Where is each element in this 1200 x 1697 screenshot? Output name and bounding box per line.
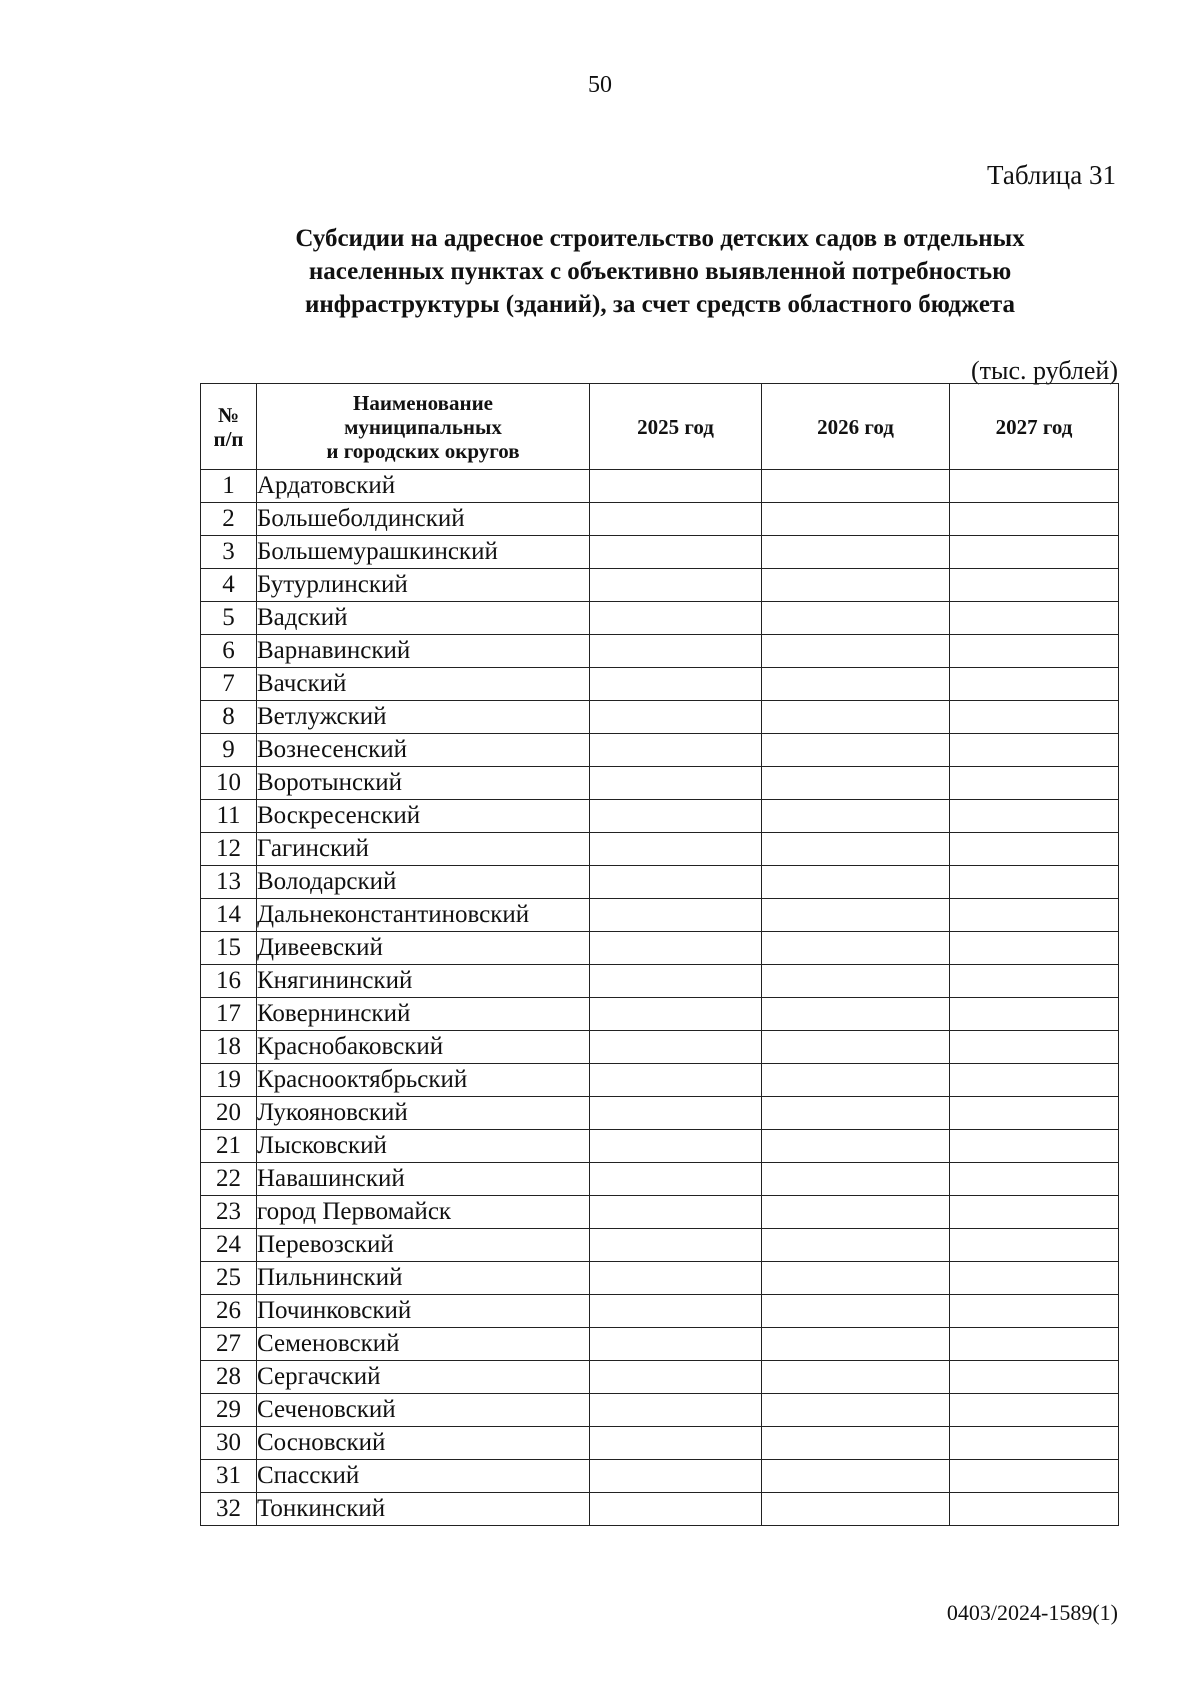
value-2025 xyxy=(590,536,762,569)
value-2025 xyxy=(590,965,762,998)
row-number: 5 xyxy=(201,602,257,635)
municipality-name: Сосновский xyxy=(257,1427,590,1460)
row-number: 30 xyxy=(201,1427,257,1460)
document-title xyxy=(200,222,1120,321)
table-row xyxy=(201,470,1119,503)
value-2027 xyxy=(950,800,1119,833)
row-number: 7 xyxy=(201,668,257,701)
value-2027 xyxy=(950,569,1119,602)
municipality-name: Воротынский xyxy=(257,767,590,800)
value-2026 xyxy=(762,1493,950,1526)
value-2026 xyxy=(762,1064,950,1097)
header-2025: 2025 год xyxy=(590,384,762,470)
value-2025 xyxy=(590,1031,762,1064)
value-2027 xyxy=(950,701,1119,734)
value-2026 xyxy=(762,602,950,635)
municipality-name: Бутурлинский xyxy=(257,569,590,602)
municipality-name: Ковернинский xyxy=(257,998,590,1031)
municipality-name: Перевозский xyxy=(257,1229,590,1262)
row-number: 29 xyxy=(201,1394,257,1427)
value-2026 xyxy=(762,965,950,998)
value-2027 xyxy=(950,1460,1119,1493)
value-2025 xyxy=(590,1262,762,1295)
municipality-name: Дивеевский xyxy=(257,932,590,965)
row-number: 26 xyxy=(201,1295,257,1328)
table-row xyxy=(201,1163,1119,1196)
table-row xyxy=(201,635,1119,668)
value-2025 xyxy=(590,767,762,800)
value-2027 xyxy=(950,1262,1119,1295)
table-row xyxy=(201,899,1119,932)
value-2025 xyxy=(590,932,762,965)
table-row xyxy=(201,503,1119,536)
value-2026 xyxy=(762,1295,950,1328)
value-2027 xyxy=(950,1493,1119,1526)
value-2025 xyxy=(590,1427,762,1460)
value-2025 xyxy=(590,998,762,1031)
value-2026 xyxy=(762,1163,950,1196)
row-number: 2 xyxy=(201,503,257,536)
row-number: 4 xyxy=(201,569,257,602)
value-2026 xyxy=(762,899,950,932)
table-row xyxy=(201,866,1119,899)
table-row xyxy=(201,833,1119,866)
row-number: 15 xyxy=(201,932,257,965)
header-name: Наименование муниципальных и городских округов xyxy=(257,384,590,470)
value-2027 xyxy=(950,965,1119,998)
value-2027 xyxy=(950,932,1119,965)
value-2026 xyxy=(762,1130,950,1163)
value-2026 xyxy=(762,569,950,602)
table-row xyxy=(201,1196,1119,1229)
municipality-name: Большемурашкинский xyxy=(257,536,590,569)
value-2025 xyxy=(590,1328,762,1361)
table-row xyxy=(201,767,1119,800)
value-2026 xyxy=(762,1097,950,1130)
table-row xyxy=(201,1361,1119,1394)
table-row xyxy=(201,1229,1119,1262)
value-2027 xyxy=(950,1328,1119,1361)
value-2025 xyxy=(590,1130,762,1163)
municipality-name: Вачский xyxy=(257,668,590,701)
value-2026 xyxy=(762,635,950,668)
header-2026: 2026 год xyxy=(762,384,950,470)
value-2027 xyxy=(950,767,1119,800)
value-2027 xyxy=(950,899,1119,932)
table-row xyxy=(201,1064,1119,1097)
value-2027 xyxy=(950,1394,1119,1427)
value-2026 xyxy=(762,932,950,965)
row-number: 11 xyxy=(201,800,257,833)
table-row xyxy=(201,1295,1119,1328)
row-number: 3 xyxy=(201,536,257,569)
header-2027: 2027 год xyxy=(950,384,1119,470)
value-2027 xyxy=(950,1130,1119,1163)
table-row xyxy=(201,932,1119,965)
value-2027 xyxy=(950,1097,1119,1130)
row-number: 1 xyxy=(201,470,257,503)
table-row xyxy=(201,668,1119,701)
municipality-name: Воскресенский xyxy=(257,800,590,833)
table-row xyxy=(201,1130,1119,1163)
value-2026 xyxy=(762,1427,950,1460)
value-2026 xyxy=(762,767,950,800)
value-2026 xyxy=(762,701,950,734)
row-number: 12 xyxy=(201,833,257,866)
municipality-name: Володарский xyxy=(257,866,590,899)
subsidies-table xyxy=(200,383,1119,1526)
value-2027 xyxy=(950,503,1119,536)
row-number: 6 xyxy=(201,635,257,668)
row-number: 25 xyxy=(201,1262,257,1295)
value-2027 xyxy=(950,536,1119,569)
table-row xyxy=(201,734,1119,767)
municipality-name: Ветлужский xyxy=(257,701,590,734)
table-row xyxy=(201,536,1119,569)
municipality-name: Сеченовский xyxy=(257,1394,590,1427)
value-2026 xyxy=(762,866,950,899)
municipality-name: Пильнинский xyxy=(257,1262,590,1295)
row-number: 10 xyxy=(201,767,257,800)
row-number: 8 xyxy=(201,701,257,734)
value-2025 xyxy=(590,635,762,668)
value-2025 xyxy=(590,1196,762,1229)
table-row xyxy=(201,1493,1119,1526)
value-2025 xyxy=(590,1394,762,1427)
document-title-line: инфраструктуры (зданий), за счет средств областного бюджета xyxy=(304,291,1016,318)
row-number: 31 xyxy=(201,1460,257,1493)
row-number: 32 xyxy=(201,1493,257,1526)
value-2025 xyxy=(590,503,762,536)
value-2027 xyxy=(950,734,1119,767)
value-2026 xyxy=(762,1031,950,1064)
page-number: 50 xyxy=(588,72,612,98)
value-2027 xyxy=(950,998,1119,1031)
value-2027 xyxy=(950,1361,1119,1394)
row-number: 23 xyxy=(201,1196,257,1229)
document-title-line: Субсидии на адресное строительство детских садов в отдельных xyxy=(295,225,1025,252)
municipality-name: Навашинский xyxy=(257,1163,590,1196)
table-row xyxy=(201,1394,1119,1427)
municipality-name: Ардатовский xyxy=(257,470,590,503)
header-num: № п/п xyxy=(201,384,257,470)
value-2026 xyxy=(762,503,950,536)
municipality-name: Дальнеконстантиновский xyxy=(257,899,590,932)
table-row xyxy=(201,998,1119,1031)
municipality-name: Вознесенский xyxy=(257,734,590,767)
municipality-name: Сергачский xyxy=(257,1361,590,1394)
table-row xyxy=(201,1097,1119,1130)
value-2025 xyxy=(590,899,762,932)
municipality-name: Княгининский xyxy=(257,965,590,998)
value-2027 xyxy=(950,1196,1119,1229)
municipality-name: Семеновский xyxy=(257,1328,590,1361)
table-row xyxy=(201,701,1119,734)
row-number: 22 xyxy=(201,1163,257,1196)
value-2027 xyxy=(950,833,1119,866)
value-2026 xyxy=(762,470,950,503)
row-number: 16 xyxy=(201,965,257,998)
municipality-name: Краснооктябрьский xyxy=(257,1064,590,1097)
value-2027 xyxy=(950,1229,1119,1262)
value-2025 xyxy=(590,1460,762,1493)
value-2025 xyxy=(590,668,762,701)
value-2027 xyxy=(950,1427,1119,1460)
value-2025 xyxy=(590,470,762,503)
value-2027 xyxy=(950,668,1119,701)
value-2025 xyxy=(590,1361,762,1394)
table-row xyxy=(201,1427,1119,1460)
municipality-name: Краснобаковский xyxy=(257,1031,590,1064)
table-body xyxy=(201,470,1119,1526)
value-2025 xyxy=(590,734,762,767)
table-row xyxy=(201,800,1119,833)
value-2027 xyxy=(950,470,1119,503)
row-number: 19 xyxy=(201,1064,257,1097)
table-label: Таблица 31 xyxy=(987,160,1116,190)
value-2026 xyxy=(762,734,950,767)
row-number: 18 xyxy=(201,1031,257,1064)
value-2026 xyxy=(762,800,950,833)
table-row xyxy=(201,569,1119,602)
value-2025 xyxy=(590,1097,762,1130)
value-2025 xyxy=(590,1493,762,1526)
table-row xyxy=(201,1262,1119,1295)
value-2026 xyxy=(762,1361,950,1394)
value-2027 xyxy=(950,1163,1119,1196)
row-number: 28 xyxy=(201,1361,257,1394)
value-2027 xyxy=(950,1064,1119,1097)
value-2026 xyxy=(762,536,950,569)
value-2025 xyxy=(590,800,762,833)
municipality-name: Лысковский xyxy=(257,1130,590,1163)
row-number: 24 xyxy=(201,1229,257,1262)
value-2025 xyxy=(590,569,762,602)
municipality-name: Вадский xyxy=(257,602,590,635)
row-number: 27 xyxy=(201,1328,257,1361)
value-2027 xyxy=(950,635,1119,668)
value-2027 xyxy=(950,866,1119,899)
row-number: 20 xyxy=(201,1097,257,1130)
municipality-name: Лукояновский xyxy=(257,1097,590,1130)
table-row xyxy=(201,1031,1119,1064)
units-label: (тыс. рублей) xyxy=(970,356,1118,385)
row-number: 9 xyxy=(201,734,257,767)
table-row xyxy=(201,965,1119,998)
value-2026 xyxy=(762,998,950,1031)
value-2026 xyxy=(762,1229,950,1262)
value-2025 xyxy=(590,1163,762,1196)
value-2026 xyxy=(762,1394,950,1427)
row-number: 21 xyxy=(201,1130,257,1163)
value-2027 xyxy=(950,602,1119,635)
document-code: 0403/2024-1589(1) xyxy=(946,1600,1118,1625)
value-2025 xyxy=(590,701,762,734)
value-2026 xyxy=(762,668,950,701)
value-2025 xyxy=(590,1295,762,1328)
table-row xyxy=(201,602,1119,635)
municipality-name: город Первомайск xyxy=(257,1196,590,1229)
value-2026 xyxy=(762,833,950,866)
value-2026 xyxy=(762,1328,950,1361)
table-header-row xyxy=(201,384,1119,470)
table-row xyxy=(201,1460,1119,1493)
municipality-name: Починковский xyxy=(257,1295,590,1328)
value-2026 xyxy=(762,1196,950,1229)
value-2025 xyxy=(590,833,762,866)
row-number: 17 xyxy=(201,998,257,1031)
municipality-name: Большеболдинский xyxy=(257,503,590,536)
document-title-line: населенных пунктах с объективно выявленной потребностью xyxy=(308,258,1012,285)
municipality-name: Тонкинский xyxy=(257,1493,590,1526)
municipality-name: Гагинский xyxy=(257,833,590,866)
value-2026 xyxy=(762,1262,950,1295)
municipality-name: Варнавинский xyxy=(257,635,590,668)
value-2025 xyxy=(590,866,762,899)
row-number: 14 xyxy=(201,899,257,932)
value-2025 xyxy=(590,1229,762,1262)
value-2027 xyxy=(950,1031,1119,1064)
municipality-name: Спасский xyxy=(257,1460,590,1493)
value-2025 xyxy=(590,602,762,635)
value-2027 xyxy=(950,1295,1119,1328)
row-number: 13 xyxy=(201,866,257,899)
value-2026 xyxy=(762,1460,950,1493)
table-row xyxy=(201,1328,1119,1361)
value-2025 xyxy=(590,1064,762,1097)
